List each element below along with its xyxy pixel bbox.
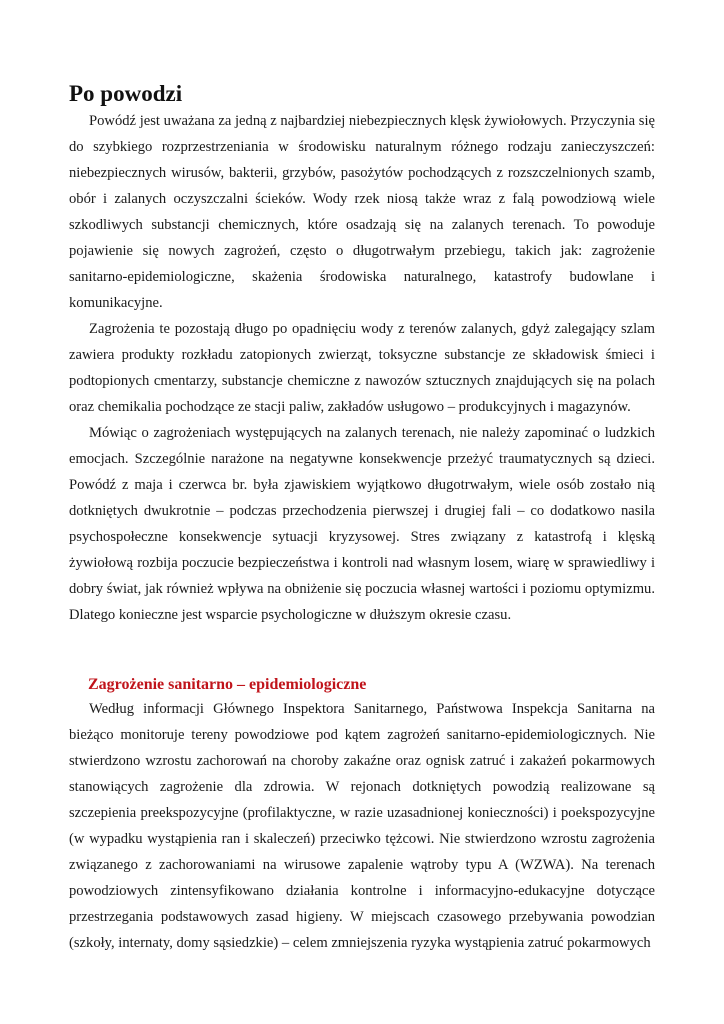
page-title: Po powodzi: [69, 81, 183, 106]
document-page: [69, 80, 655, 956]
section-heading: Zagrożenie sanitarno – epidemiologiczne: [88, 676, 367, 693]
paragraph-emotions: Mówiąc o zagrożeniach występujących na zalanych terenach, nie należy zapominać o ludzkich emocjach. Szczególnie narażone na negatywne konsekwencje przeżyć traumatycznych są dzieci. Powódź z maja i czerwca br. była zjawiskiem wyjątkowo długotrwałym, wiele osób zostało nią dotkniętych dwukrotnie – podczas przechodzenia pierwszej i drugiej fali – co dodatkowo nasila psychospołeczne konsekwencje sytuacji kryzysowej. Stres związany z katastrofą i klęską żywiołową rozbija poczucie bezpieczeństwa i kontroli nad własnym losem, wiarę w sprawiedliwy i dobry świat, jak również wpływa na obniżenie się poczucia własnej wartości i poziomu optymizmu. Dlatego konieczne jest wsparcie psychologiczne w dłuższym okresie czasu.: [69, 425, 655, 623]
paragraph-sanitary: Według informacji Głównego Inspektora Sanitarnego, Państwowa Inspekcja Sanitarna na bieżąco monitoruje tereny powodziowe pod kątem zagrożeń sanitarno-epidemiologicznych. Nie stwierdzono wzrostu zachorowań na choroby zakaźne oraz ognisk zatruć i zakażeń pokarmowych stanowiących zagrożenie dla zdrowia. W rejonach dotkniętych powodzią realizowane są szczepienia preekspozycyjne (profilaktyczne, w razie uzasadnionej konieczności) i poekspozycyjne (w wypadku wystąpienia ran i skaleczeń) przeciwko tężcowi. Nie stwierdzono wzrostu zagrożenia związanego z zachorowaniami na wirusowe zapalenie wątroby typu A (WZWA). Na terenach powodziowych zintensyfikowano działania kontrolne i informacyjno-edukacyjne dotyczące przestrzegania podstawowych zasad higieny. W miejscach czasowego przebywania powodzian (szkoły, internaty, domy sąsiedzkie) – celem zmniejszenia ryzyka wystąpienia zatruć pokarmowych: [69, 701, 655, 951]
paragraph-intro: Powódź jest uważana za jedną z najbardziej niebezpiecznych klęsk żywiołowych. Przyczynia się do szybkiego rozprzestrzeniania w środowisku naturalnym różnego rodzaju zanieczyszczeń: niebezpiecznych wirusów, bakterii, grzybów, pasożytów pochodzących z rozszczelnionych szamb, obór i zalanych oczyszczalni ścieków. Wody rzek niosą także wraz z falą powodziową wiele szkodliwych substancji chemicznych, które osadzają się na zalanych terenach. To powoduje pojawienie się nowych zagrożeń, często o długotrwałym przebiegu, takich jak: zagrożenie sanitarno-epidemiologiczne, skażenia środowiska naturalnego, katastrofy budowlane i komunikacyjne.: [69, 113, 655, 311]
paragraph-hazards: Zagrożenia te pozostają długo po opadnięciu wody z terenów zalanych, gdyż zalegający szlam zawiera produkty rozkładu zatopionych zwierząt, toksyczne substancje ze składowisk śmieci i podtopionych cmentarzy, substancje chemiczne z nawozów sztucznych znajdujących się na polach oraz chemikalia pochodzące ze stacji paliw, zakładów usługowo – produkcyjnych i magazynów.: [69, 321, 655, 415]
